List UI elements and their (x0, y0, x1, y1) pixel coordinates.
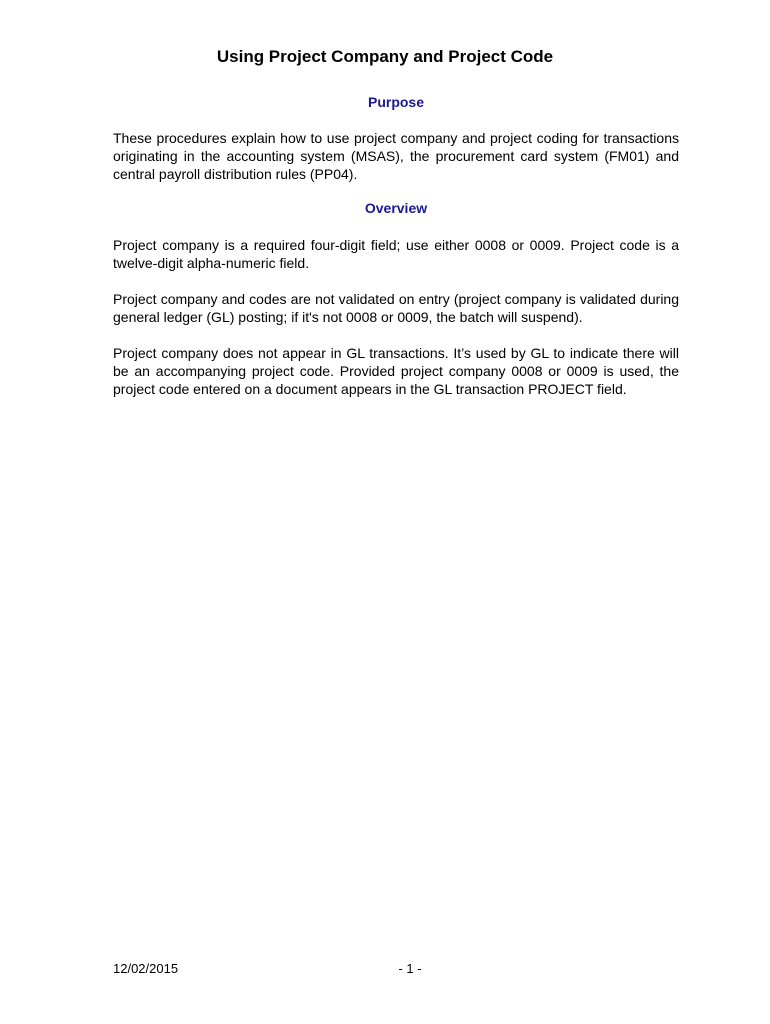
purpose-paragraph: These procedures explain how to use project company and project coding for transactions originating in the accounting system (MSAS), the procurement card system (FM01) and central payroll distribution rules (PP04). (113, 130, 679, 182)
section-heading-purpose: Purpose (367, 94, 424, 110)
page-title: Using Project Company and Project Code (216, 47, 554, 66)
overview-paragraph-gl-transactions: Project company does not appear in GL transactions. It’s used by GL to indicate there will be an accompanying project code. Provided project company 0008 or 0009 is used, the project code entered on a document appears in the GL transaction PROJECT field. (113, 345, 679, 397)
footer-date: 12/02/2015 (113, 961, 179, 976)
overview-paragraph-project-company: Project company is a required four-digit field; use either 0008 or 0009. Project code is a twelve-digit alpha-numeric field. (113, 237, 679, 271)
footer-page-number: - 1 - (398, 961, 422, 976)
section-heading-overview: Overview (364, 200, 428, 216)
overview-paragraph-validation: Project company and codes are not validated on entry (project company is validated during general ledger (GL) posting; if it's not 0008 or 0009, the batch will suspend). (113, 291, 679, 325)
